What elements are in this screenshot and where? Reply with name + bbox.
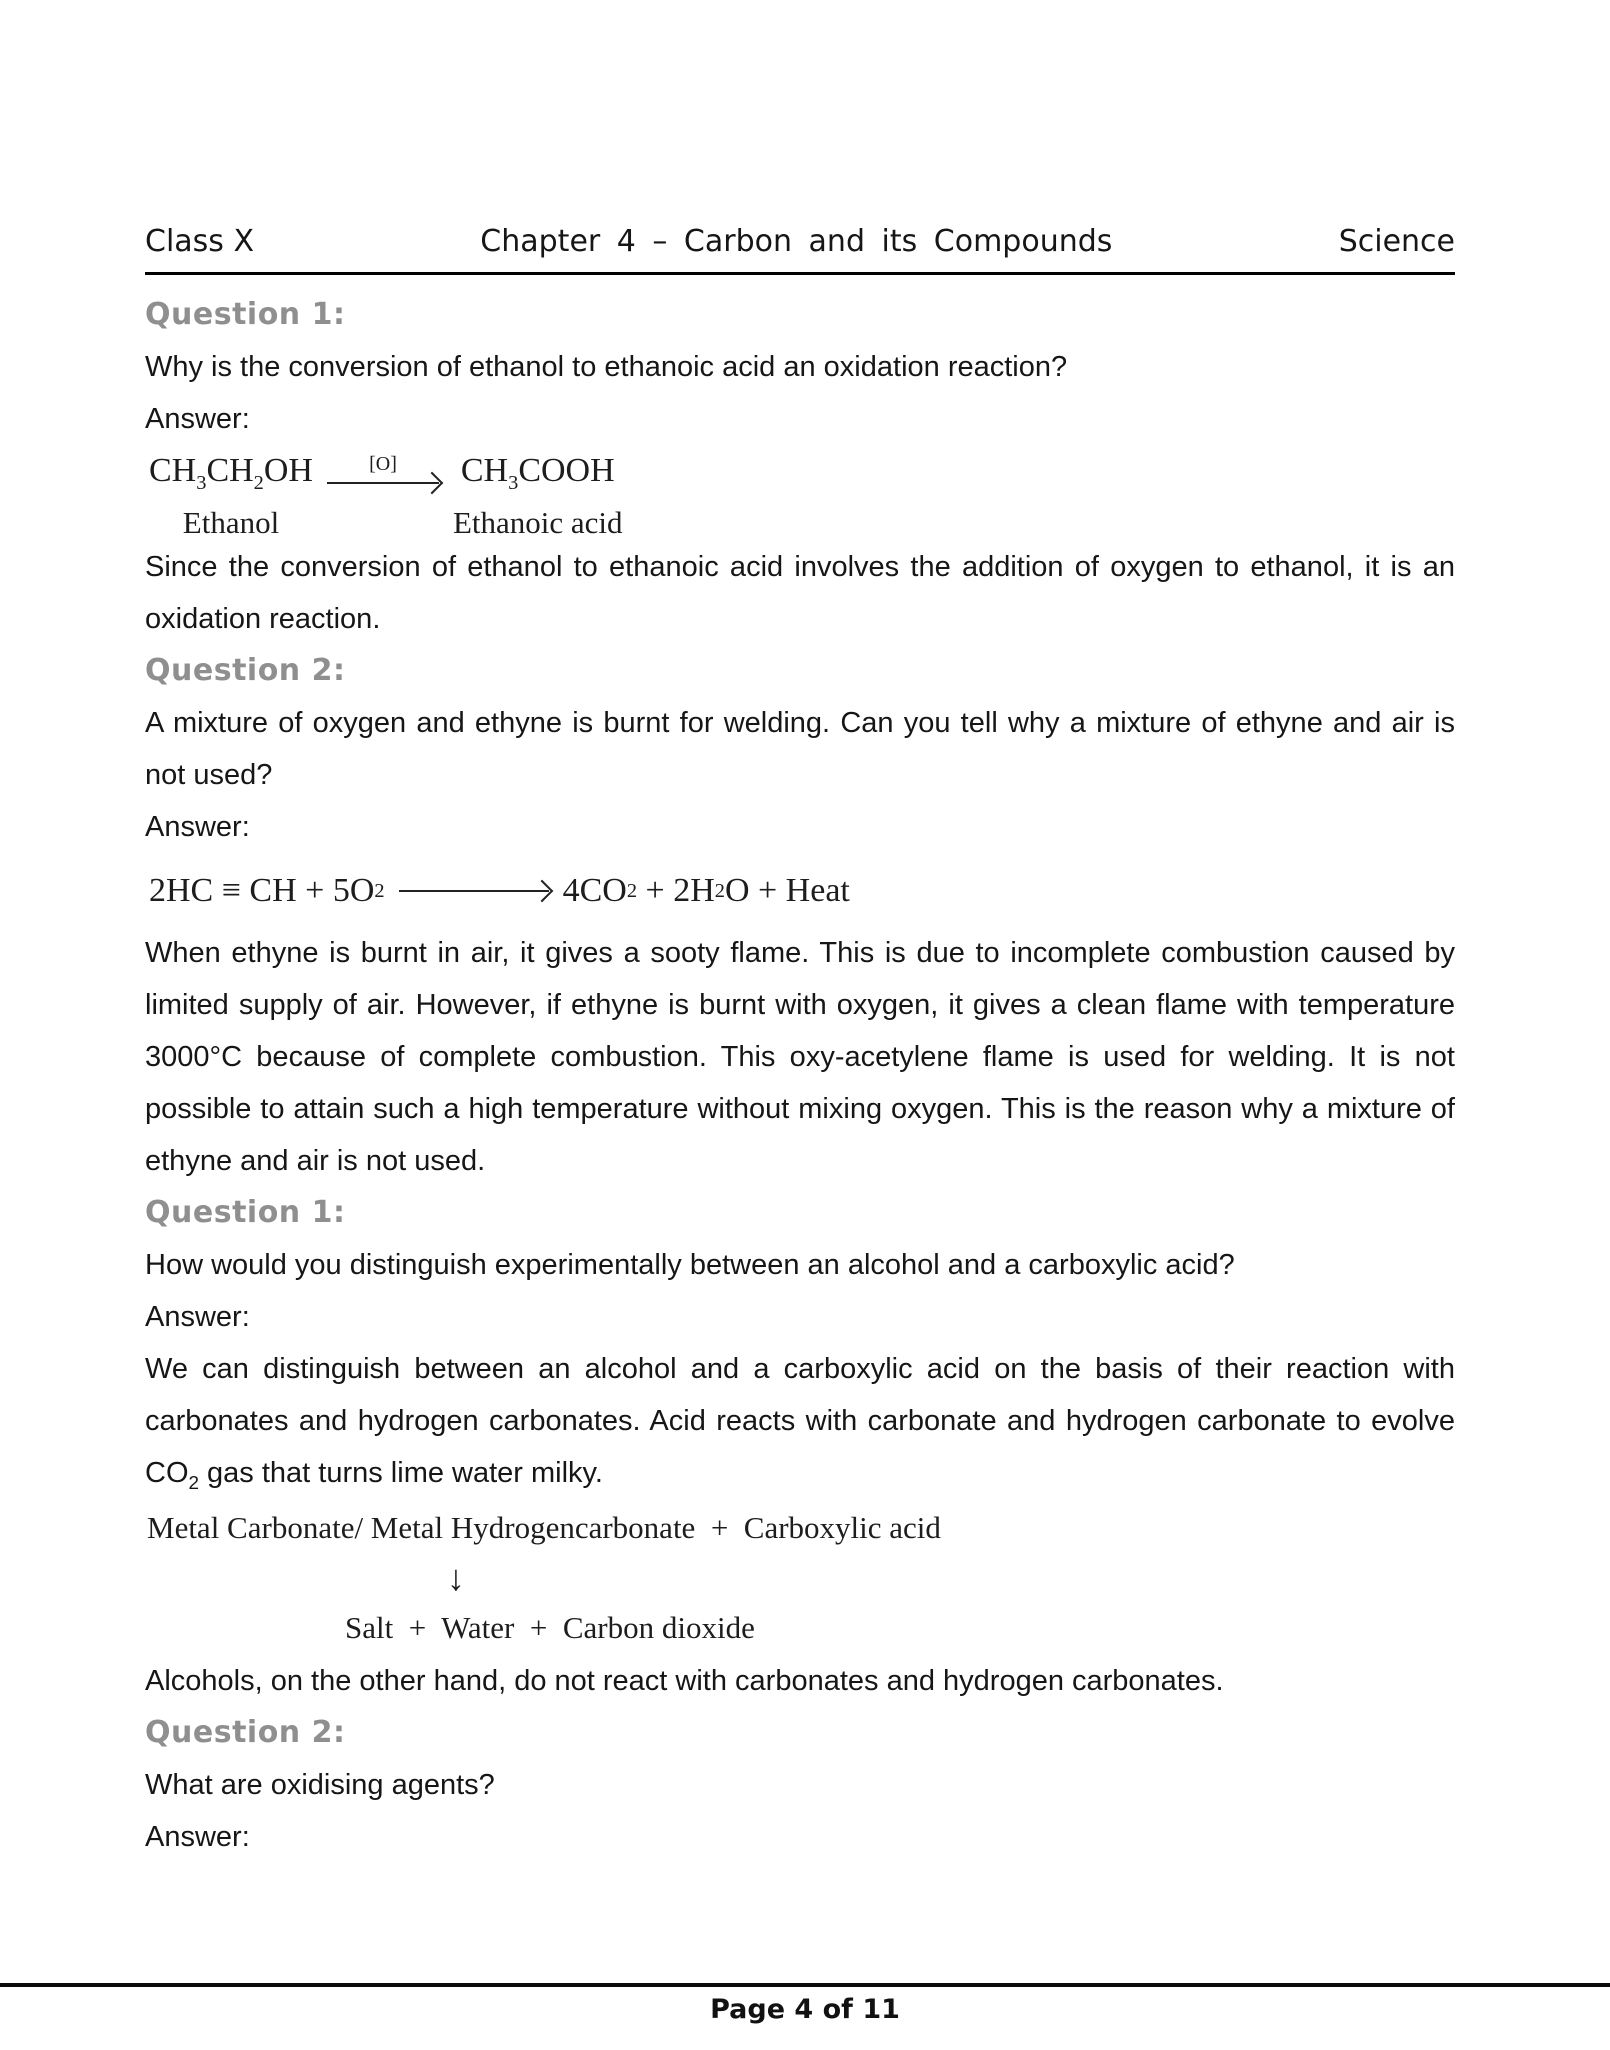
question-2-text: A mixture of oxygen and ethyne is burnt for welding. Can you tell why a mixture of ethyne and air is not used? xyxy=(145,707,1455,791)
question-1-text: Why is the conversion of ethanol to ethanoic acid an oxidation reaction? xyxy=(145,351,1068,383)
answer-3-part: We can distinguish between an alcohol and a carboxylic acid on the basis of their reaction with carbonates and hydrogen carbonates. Acid reacts with carbonate and hydrogen carbonate to evolve CO xyxy=(145,1353,1455,1489)
formula-part: CH xyxy=(206,452,254,489)
question-1-label: Question 1: xyxy=(145,297,346,332)
question-4-label: Question 2: xyxy=(145,1715,346,1750)
carbonate-products: Salt + Water + Carbon dioxide xyxy=(345,1610,755,1645)
formula-subscript: 3 xyxy=(508,471,519,494)
subject-label: Science xyxy=(1338,224,1455,259)
question-2-label: Question 2: xyxy=(145,653,346,688)
product-column xyxy=(453,447,623,545)
formula-subscript: 2 xyxy=(188,1471,199,1493)
right-arrow-icon xyxy=(327,482,439,484)
question-4-text: What are oxidising agents? xyxy=(145,1769,495,1801)
footer-divider xyxy=(0,1983,1610,1987)
down-arrow-icon: ↓ xyxy=(447,1558,465,1598)
formula-part: CH xyxy=(149,452,197,489)
chapter-title: Chapter 4 – Carbon and its Compounds xyxy=(480,224,1113,259)
combustion-rhs: + 2H xyxy=(637,872,715,909)
question-3-text: How would you distinguish experimentally between an alcohol and a carboxylic acid? xyxy=(145,1249,1235,1281)
formula-subscript: 2 xyxy=(253,471,264,494)
answer-label: Answer: xyxy=(145,811,250,843)
answer-label: Answer: xyxy=(145,403,250,435)
product-name: Ethanoic acid xyxy=(452,505,623,540)
carbonate-reactants: Metal Carbonate/ Metal Hydrogencarbonate + Carboxylic acid xyxy=(147,1510,941,1545)
product-formula xyxy=(461,447,615,495)
page-number: Page 4 of 11 xyxy=(710,1994,900,2025)
class-label: Class X xyxy=(145,224,255,259)
answer-label: Answer: xyxy=(145,1821,250,1853)
reaction-arrow-group xyxy=(327,447,439,484)
right-arrow-icon xyxy=(399,890,549,892)
reactant-formula xyxy=(149,447,313,495)
answer-1-text: Since the conversion of ethanol to ethanoic acid involves the addition of oxygen to ethanol, it is an oxidation reaction. xyxy=(145,551,1455,635)
page-header xyxy=(145,0,1455,275)
answer-3-part: gas that turns lime water milky. xyxy=(198,1457,603,1489)
combustion-rhs: O + Heat xyxy=(724,872,850,909)
equation-ethanol-oxidation xyxy=(145,447,1455,545)
reactant-name: Ethanol xyxy=(182,505,280,540)
formula-subscript: 3 xyxy=(196,471,207,494)
equation-ethyne-combustion: 2HC ≡ CH + 5O 2 4CO 2 + 2H 2 O + Heat xyxy=(145,853,1455,927)
answer-3-text xyxy=(145,1343,1455,1499)
formula-part: CH xyxy=(460,452,509,489)
formula-part: OH xyxy=(263,452,313,489)
question-3-label: Question 1: xyxy=(145,1195,346,1230)
answer-2-text: When ethyne is burnt in air, it gives a sooty flame. This is due to incomplete combustion caused by limited supply of air. However, if ethyne is burnt with oxygen, it gives a clean flame with temperature 3000°C because of complete combustion. This oxy-acetylene flame is used for welding. It is not possible to attain such a high temperature without mixing oxygen. This is the reason why a mixture of ethyne and air is not used. xyxy=(145,937,1455,1177)
answer-3-end-text: Alcohols, on the other hand, do not react with carbonates and hydrogen carbonates. xyxy=(145,1665,1224,1697)
equation-carbonate-reaction xyxy=(145,1499,1455,1655)
formula-part: COOH xyxy=(518,452,615,489)
oxidation-catalyst-label: [O] xyxy=(369,453,397,475)
combustion-rhs: 4CO xyxy=(562,872,627,909)
combustion-lhs: 2HC ≡ CH + 5O xyxy=(149,872,375,909)
answer-label: Answer: xyxy=(145,1301,250,1333)
reactant-column xyxy=(149,447,313,545)
page-content xyxy=(145,0,1455,1863)
